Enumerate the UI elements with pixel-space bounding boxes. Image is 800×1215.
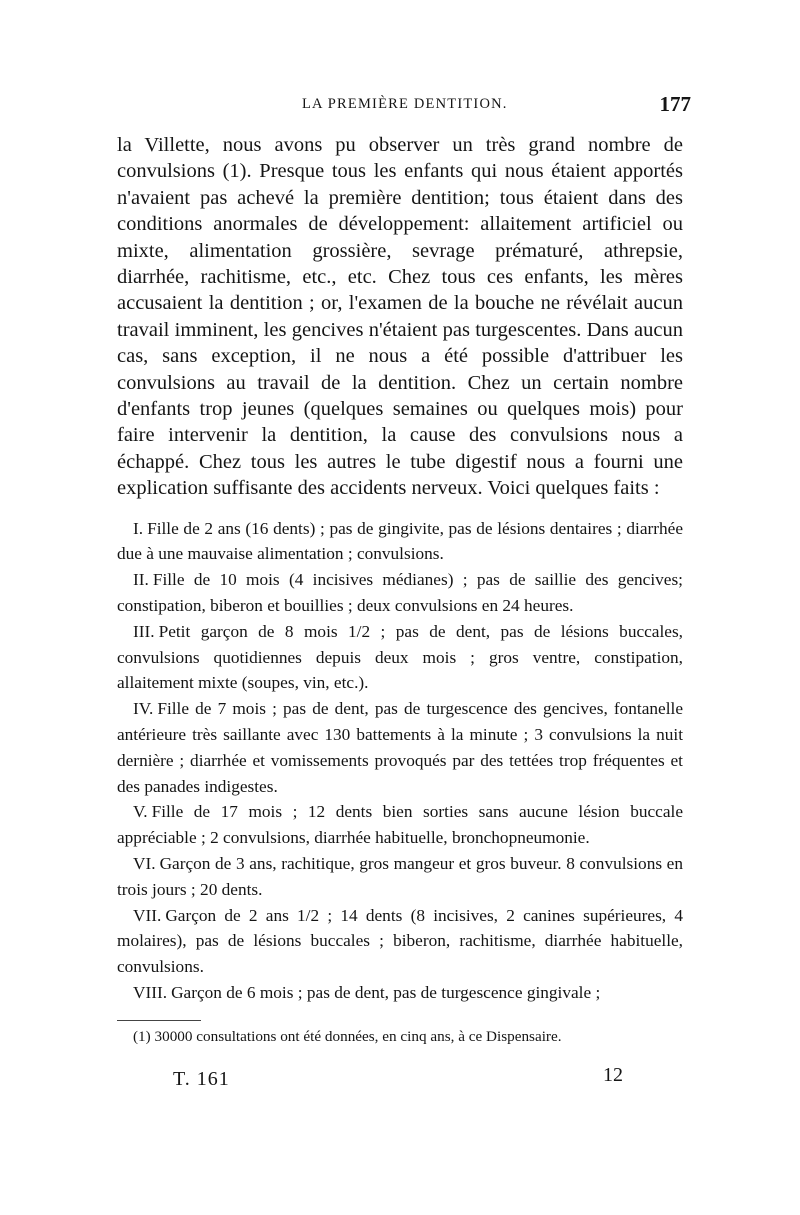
- case-item: [117, 696, 683, 799]
- printer-signature: [117, 1062, 683, 1102]
- main-paragraph: [117, 132, 683, 502]
- case-text: Petit garçon de 8 mois 1/2 ; pas de dent, pas de lésions buccales, convulsions quotidiennes depuis deux mois ; gros ventre, constipation, allaitement mixte (soupes, vin, etc.).: [117, 621, 683, 693]
- case-list: [117, 516, 683, 1006]
- case-numeral: III.: [133, 621, 155, 641]
- case-text: Garçon de 3 ans, rachitique, gros mangeur et gros buveur. 8 convulsions en trois jours ; 20 dents.: [117, 854, 683, 899]
- case-text: Fille de 2 ans (16 dents) ; pas de gingivite, pas de lésions dentaires ; diarrhée due à une mauvaise alimentation ; convulsions.: [117, 518, 683, 564]
- case-item: [117, 903, 683, 980]
- case-numeral: II.: [133, 570, 149, 590]
- case-numeral: V.: [133, 802, 148, 822]
- case-text: Garçon de 2 ans 1/2 ; 14 dents (8 incisives, 2 canines supérieures, 4 molaires), pas de lésions buccales ; biberon, rachitisme, diarrhée habituelle, convulsions.: [117, 905, 683, 977]
- case-text: Fille de 10 mois (4 incisives médianes) ; pas de saillie des gencives; constipation, biberon et bouillies ; deux convulsions en 24 heures.: [117, 570, 683, 616]
- volume-mark: T. 161: [173, 1068, 230, 1091]
- case-item: [117, 567, 683, 619]
- case-item: [117, 980, 683, 1006]
- case-numeral: IV.: [133, 699, 154, 719]
- case-item: [117, 619, 683, 696]
- case-numeral: VIII.: [133, 983, 168, 1003]
- book-page: [117, 92, 691, 1102]
- footnote: (1) 30000 consultations ont été données, en cinq ans, à ce Dispensaire.: [133, 1027, 562, 1045]
- sheet-number: 12: [603, 1064, 623, 1087]
- footnote-divider: [117, 1020, 201, 1021]
- case-text: Fille de 7 mois ; pas de dent, pas de turgescence des gencives, fontanelle antérieure très saillante avec 130 battements à la minute ; 3 convulsions la nuit dernière ; diarrhée et vomissements provoqués par des tettées trop fréquentes et des panades indigestes.: [117, 699, 683, 796]
- page-number: 177: [659, 92, 691, 116]
- case-numeral: VI.: [133, 854, 156, 874]
- case-item: [117, 516, 683, 568]
- running-title: LA PREMIÈRE DENTITION.: [302, 96, 508, 112]
- main-paragraph-text: la Villette, nous avons pu observer un très grand nombre de convulsions (1). Presque tous les enfants qui nous étaient apportés n'avaient pas achevé la première dentition; tous étaient dans des conditions anormales de développement: allaitement artificiel ou mixte, alimentation grossière, sevrage prématuré, athrepsie, diarrhée, rachitisme, etc., etc. Chez tous ces enfants, les mères accusaient la dentition ; or, l'examen de la bouche ne révélait aucun travail imminent, les gencives n'étaient pas turgescentes. Dans aucun cas, sans exception, il ne nous a été possible d'attribuer les convulsions au travail de la dentition. Chez un certain nombre d'enfants trop jeunes (quelques semaines ou quelques mois) pour faire intervenir la dentition, la cause des convulsions nous a échappé. Chez tous les autres le tube digestif nous a fourni une explication suffisante des accidents nerveux. Voici quelques faits :: [117, 134, 683, 500]
- case-text: Garçon de 6 mois ; pas de dent, pas de turgescence gingivale ;: [171, 983, 601, 1003]
- case-numeral: VII.: [133, 905, 162, 925]
- case-text: Fille de 17 mois ; 12 dents bien sorties sans aucune lésion buccale appréciable ; 2 convulsions, diarrhée habituelle, bronchopneumonie.: [117, 802, 683, 848]
- case-item: [117, 799, 683, 851]
- case-item: [117, 851, 683, 903]
- case-numeral: I.: [133, 518, 144, 538]
- running-head: [117, 92, 691, 122]
